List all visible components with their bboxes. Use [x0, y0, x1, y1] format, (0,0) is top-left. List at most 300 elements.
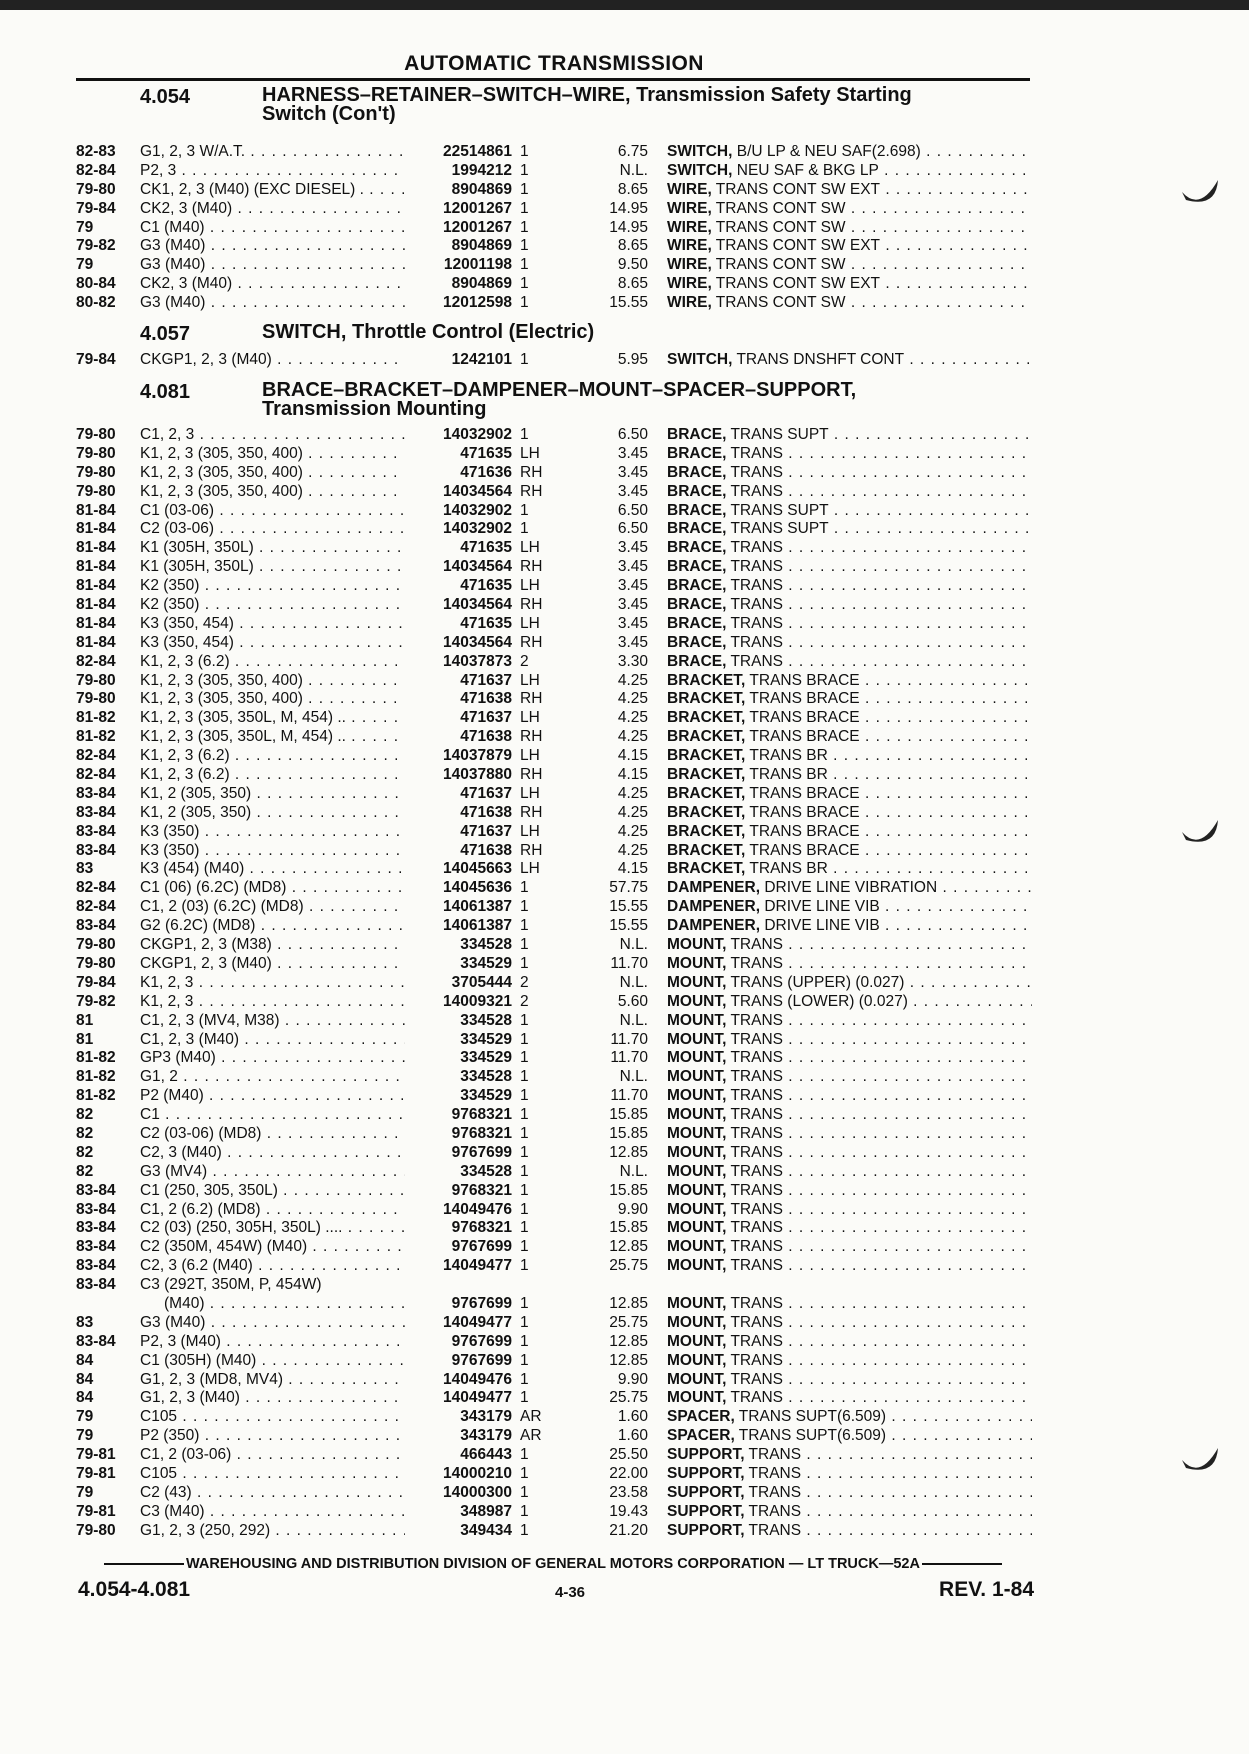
price: 6.50: [617, 501, 648, 519]
description-detail: TRANS BR: [745, 747, 828, 765]
model-application: G2 (6.2C) (MD8) . . .: [140, 917, 408, 936]
part-number: 12001267: [405, 219, 512, 238]
year-range: 84: [76, 1370, 94, 1388]
price: 3.45: [617, 463, 648, 481]
price: 4.25: [617, 841, 648, 859]
description: [667, 804, 1032, 823]
model-application: CKGP1, 2, 3 (M38) . . .: [140, 936, 408, 955]
description-noun: BRACKET,: [667, 841, 746, 859]
table-row: [0, 1371, 1249, 1390]
quantity: AR: [520, 1408, 542, 1426]
quantity: 1: [520, 879, 529, 897]
year-range: 81-82: [76, 1049, 116, 1067]
price: 1.60: [617, 1408, 648, 1426]
description: [667, 1427, 1032, 1446]
price: 11.70: [610, 1049, 648, 1067]
description-noun: BRACE,: [667, 463, 727, 481]
quantity: LH: [520, 784, 540, 802]
part-number: 14034564: [405, 634, 512, 653]
price: 4.25: [617, 690, 648, 708]
table-row: [0, 464, 1249, 483]
top-edge-bar: [0, 0, 1249, 10]
description-noun: BRACE,: [667, 614, 727, 632]
description: [667, 1446, 1032, 1465]
year-range: 79-80: [76, 936, 116, 954]
page-title: AUTOMATIC TRANSMISSION: [404, 52, 704, 75]
model-application: C1, 2, 3 (M40) . . .: [140, 1031, 408, 1050]
description-detail: TRANS BRACE: [745, 690, 860, 708]
price: 3.45: [617, 558, 648, 576]
punch-hole-icon: [1180, 818, 1220, 850]
model-application: G3 (M40) . . .: [140, 1314, 408, 1333]
description: [667, 690, 1032, 709]
description: [667, 1125, 1032, 1144]
description: [667, 464, 1032, 483]
price: 3.45: [617, 633, 648, 651]
part-number: 349434: [405, 1522, 512, 1541]
description: [667, 1238, 1032, 1257]
year-range: 82: [76, 1106, 94, 1124]
description-detail: TRANS BR: [745, 766, 828, 784]
description-detail: TRANS: [744, 1521, 802, 1539]
description-detail: TRANS BRACE: [745, 671, 860, 689]
description: [667, 1201, 1032, 1220]
footer-rule-left: [104, 1563, 184, 1565]
table-row: [0, 842, 1249, 861]
description-noun: MOUNT,: [667, 954, 727, 972]
year-range: 83-84: [76, 822, 116, 840]
price: 12.85: [609, 1332, 648, 1350]
part-number: 334528: [405, 1012, 512, 1031]
description-noun: BRACE,: [667, 444, 727, 462]
year-range: 81-82: [76, 709, 116, 727]
table-row: [0, 1314, 1249, 1333]
quantity: 1: [520, 1521, 529, 1539]
table-row: [0, 162, 1249, 181]
price: 3.45: [617, 577, 648, 595]
model-application: K1, 2, 3 (6.2) . . .: [140, 766, 408, 785]
year-range: 79-84: [76, 351, 116, 368]
section-title: [262, 86, 1022, 124]
quantity: 1: [520, 1030, 529, 1048]
description: [667, 577, 1032, 596]
description: [667, 672, 1032, 691]
price: 11.70: [610, 954, 648, 972]
description: [667, 502, 1032, 521]
quantity: 2: [520, 992, 529, 1010]
price: 6.50: [617, 520, 648, 538]
description-noun: BRACE,: [667, 633, 727, 651]
year-range: 83-84: [76, 1200, 116, 1218]
description-detail: TRANS BRACE: [745, 822, 860, 840]
year-range: 81-84: [76, 501, 116, 519]
description-noun: WIRE,: [667, 237, 712, 255]
price: 1.60: [617, 1427, 648, 1445]
part-number: 471635: [405, 445, 512, 464]
price: 4.25: [617, 671, 648, 689]
part-number: 334529: [405, 1049, 512, 1068]
year-range: 82-84: [76, 879, 116, 897]
model-application: C1, 2 (03) (6.2C) (MD8) . . .: [140, 898, 408, 917]
year-range: 83-84: [76, 803, 116, 821]
model-application: C3 (292T, 350M, P, 454W): [140, 1276, 322, 1294]
year-range: 83: [76, 1313, 94, 1331]
header-rule: [76, 78, 1030, 81]
quantity: 1: [520, 936, 529, 954]
description-detail: TRANS SUPT: [726, 520, 829, 538]
year-range: 81-84: [76, 633, 116, 651]
description: [667, 1219, 1032, 1238]
table-row: [0, 1068, 1249, 1087]
part-number: 466443: [405, 1446, 512, 1465]
price: 3.45: [617, 482, 648, 500]
table-row: [0, 1201, 1249, 1220]
section-title-line2: Transmission Mounting: [262, 398, 487, 420]
price: 15.85: [609, 1106, 648, 1124]
description-detail: DRIVE LINE VIBRATION: [760, 879, 938, 897]
table-row: [0, 1125, 1249, 1144]
description-noun: MOUNT,: [667, 1313, 727, 1331]
quantity: RH: [520, 482, 543, 500]
quantity: 1: [520, 1087, 529, 1105]
description-detail: NEU SAF & BKG LP: [732, 161, 879, 179]
model-application: K3 (350, 454) . . .: [140, 634, 408, 653]
year-range: 79-81: [76, 1502, 116, 1520]
year-range: 82-84: [76, 747, 116, 765]
table-row: [0, 974, 1249, 993]
table-row: [0, 1144, 1249, 1163]
table-row: [0, 653, 1249, 672]
description-noun: MOUNT,: [667, 1332, 727, 1350]
description-noun: MOUNT,: [667, 1011, 727, 1029]
year-range: 84: [76, 1389, 94, 1407]
year-range: 79-82: [76, 237, 116, 255]
quantity: 1: [520, 1181, 529, 1199]
table-row: [0, 596, 1249, 615]
year-range: 79-80: [76, 690, 116, 708]
description-detail: TRANS CONT SW: [711, 218, 846, 236]
price: 25.75: [609, 1389, 648, 1407]
description: [667, 162, 1032, 181]
description: [667, 1012, 1032, 1031]
quantity: RH: [520, 690, 543, 708]
year-range: 81-84: [76, 596, 116, 614]
quantity: 1: [520, 1446, 529, 1464]
price: 8.65: [617, 275, 648, 293]
model-application: K1, 2, 3 (305, 350, 400) . . .: [140, 672, 408, 691]
table-row: [0, 1276, 1249, 1295]
table-row: [0, 577, 1249, 596]
quantity: LH: [520, 577, 540, 595]
section-title-main: HARNESS–RETAINER–SWITCH–WIRE,: [262, 84, 631, 106]
quantity: 1: [520, 1219, 529, 1237]
model-application: C1 (03-06) . . .: [140, 502, 408, 521]
table-row: [0, 181, 1249, 200]
description: [667, 1031, 1032, 1050]
quantity: 1: [520, 1370, 529, 1388]
description-detail: TRANS BRACE: [745, 709, 860, 727]
quantity: 1: [520, 426, 529, 443]
description-detail: TRANS: [726, 1313, 783, 1331]
model-application: K2 (350) . . .: [140, 596, 408, 615]
description-detail: TRANS CONT SW: [711, 294, 846, 312]
part-number: 334529: [405, 955, 512, 974]
part-number: 8904869: [405, 181, 512, 200]
description-detail: TRANS: [726, 1124, 783, 1142]
description: [667, 237, 1032, 256]
price: 12.85: [609, 1143, 648, 1161]
description-detail: TRANS SUPT: [726, 501, 829, 519]
table-row: [0, 502, 1249, 521]
description-noun: DAMPENER,: [667, 917, 761, 935]
description-detail: TRANS SUPT(6.509): [734, 1427, 887, 1445]
parts-table-4057: [0, 351, 1249, 370]
description-noun: MOUNT,: [667, 1294, 727, 1312]
price: 19.43: [609, 1502, 648, 1520]
model-application: C1 (250, 305, 350L) . . .: [140, 1182, 408, 1201]
model-application: C2 (03-06) . . .: [140, 520, 408, 539]
description: [667, 993, 1032, 1012]
description-noun: MOUNT,: [667, 1143, 727, 1161]
model-application: K3 (350, 454) . . .: [140, 615, 408, 634]
part-number: 9768321: [405, 1106, 512, 1125]
description-detail: TRANS: [726, 539, 783, 557]
part-number: 12001267: [405, 200, 512, 219]
table-row: [0, 1012, 1249, 1031]
price: 25.75: [609, 1257, 648, 1275]
price: 15.85: [609, 1219, 648, 1237]
table-row: [0, 1163, 1249, 1182]
description-detail: TRANS: [726, 463, 783, 481]
description: [667, 520, 1032, 539]
description-noun: MOUNT,: [667, 1087, 727, 1105]
quantity: 1: [520, 1011, 529, 1029]
quantity: LH: [520, 747, 540, 765]
year-range: 82: [76, 1162, 94, 1180]
year-range: 81-84: [76, 577, 116, 595]
description-noun: BRACE,: [667, 558, 727, 576]
description-detail: TRANS: [726, 1294, 783, 1312]
part-number: 348987: [405, 1503, 512, 1522]
section-number: 4.054: [140, 86, 191, 108]
year-range: 79-80: [76, 180, 116, 198]
description-noun: WIRE,: [667, 275, 712, 293]
price: N.L.: [619, 1068, 648, 1086]
table-row: [0, 558, 1249, 577]
description: [667, 1465, 1032, 1484]
description-detail: TRANS: [726, 558, 783, 576]
model-application: GP3 (M40) . . .: [140, 1049, 408, 1068]
table-row: [0, 1182, 1249, 1201]
description: [667, 860, 1032, 879]
quantity: 1: [520, 1483, 529, 1501]
model-application: C3 (M40) . . .: [140, 1503, 408, 1522]
section-title-main: BRACE–BRACKET–DAMPENER–MOUNT–SPACER–SUPPORT,: [262, 379, 857, 401]
description: [667, 709, 1032, 728]
part-number: 14049476: [405, 1371, 512, 1390]
description-noun: MOUNT,: [667, 1162, 727, 1180]
description-noun: WIRE,: [667, 294, 712, 312]
part-number: 14034564: [405, 596, 512, 615]
table-row: [0, 520, 1249, 539]
description-noun: SUPPORT,: [667, 1521, 745, 1539]
year-range: 81-82: [76, 1087, 116, 1105]
description-noun: MOUNT,: [667, 1068, 727, 1086]
quantity: 1: [520, 501, 529, 519]
part-number: 8904869: [405, 275, 512, 294]
price: 9.90: [617, 1370, 648, 1388]
price: 14.95: [609, 199, 648, 217]
table-row: [0, 1522, 1249, 1541]
year-range: 83-84: [76, 784, 116, 802]
price: 15.55: [609, 898, 648, 916]
part-number: 14034564: [405, 483, 512, 502]
description-noun: MOUNT,: [667, 1257, 727, 1275]
part-number: 1242101: [405, 351, 512, 370]
table-row: [0, 1031, 1249, 1050]
part-number: 471638: [405, 690, 512, 709]
price: N.L.: [619, 161, 648, 179]
year-range: 81-84: [76, 558, 116, 576]
table-row: [0, 936, 1249, 955]
description-noun: BRACE,: [667, 596, 727, 614]
quantity: 1: [520, 1238, 529, 1256]
part-number: 14032902: [405, 502, 512, 521]
model-application: C105 . . .: [140, 1465, 408, 1484]
description-noun: SWITCH,: [667, 161, 733, 179]
description-detail: TRANS: [726, 1389, 783, 1407]
quantity: RH: [520, 766, 543, 784]
model-application: K1, 2, 3 (305, 350, 400) . . .: [140, 690, 408, 709]
quantity: 1: [520, 917, 529, 935]
model-application: (M40) . . .: [164, 1295, 408, 1314]
quantity: 1: [520, 143, 529, 160]
price: 15.85: [609, 1181, 648, 1199]
quantity: 1: [520, 237, 529, 255]
description-noun: SPACER,: [667, 1408, 735, 1426]
quantity: 1: [520, 1389, 529, 1407]
part-number: 9767699: [405, 1144, 512, 1163]
price: 15.55: [609, 917, 648, 935]
model-application: CK2, 3 (M40) . . .: [140, 275, 408, 294]
price: 4.15: [617, 747, 648, 765]
description-noun: BRACE,: [667, 577, 727, 595]
description-noun: MOUNT,: [667, 1124, 727, 1142]
part-number: 14045636: [405, 879, 512, 898]
table-row: [0, 672, 1249, 691]
description: [667, 879, 1032, 898]
description: [667, 747, 1032, 766]
description-noun: SUPPORT,: [667, 1502, 745, 1520]
part-number: 471638: [405, 728, 512, 747]
part-number: 14000300: [405, 1484, 512, 1503]
model-application: K1, 2, 3 (6.2) . . .: [140, 653, 408, 672]
model-application: K2 (350) . . .: [140, 577, 408, 596]
model-application: K3 (350) . . .: [140, 823, 408, 842]
description: [667, 1068, 1032, 1087]
model-application: C1 (305H) (M40) . . .: [140, 1352, 408, 1371]
description: [667, 181, 1032, 200]
price: 5.95: [617, 351, 648, 368]
description-detail: TRANS: [726, 1181, 783, 1199]
description: [667, 1522, 1032, 1541]
quantity: 1: [520, 898, 529, 916]
model-application: C2, 3 (6.2 (M40) . . .: [140, 1257, 408, 1276]
model-application: C2 (43) . . .: [140, 1484, 408, 1503]
quantity: RH: [520, 558, 543, 576]
price: 11.70: [610, 1030, 648, 1048]
description-noun: WIRE,: [667, 256, 712, 274]
description: [667, 1484, 1032, 1503]
quantity: LH: [520, 614, 540, 632]
section-title: SWITCH, Throttle Control (Electric): [262, 321, 595, 343]
quantity: 1: [520, 1068, 529, 1086]
part-number: 14009321: [405, 993, 512, 1012]
model-application: C1 (06) (6.2C) (MD8) . . .: [140, 879, 408, 898]
table-row: [0, 898, 1249, 917]
description-detail: TRANS DNSHFT CONT: [732, 351, 905, 368]
description-noun: BRACE,: [667, 426, 727, 443]
table-row: [0, 634, 1249, 653]
description-detail: TRANS: [726, 1011, 783, 1029]
description-detail: TRANS: [726, 596, 783, 614]
description-noun: MOUNT,: [667, 1049, 727, 1067]
footer-page-number: 4-36: [554, 1584, 586, 1601]
price: N.L.: [619, 936, 648, 954]
model-application: CK1, 2, 3 (M40) (EXC DIESEL) . . . .: [140, 181, 408, 200]
description-detail: TRANS CONT SW EXT: [711, 237, 881, 255]
table-row: [0, 879, 1249, 898]
quantity: LH: [520, 671, 540, 689]
part-number: 12001198: [405, 256, 512, 275]
model-application: C1, 2 (03-06) . . .: [140, 1446, 408, 1465]
description-detail: TRANS: [726, 1049, 783, 1067]
year-range: 83-84: [76, 917, 116, 935]
description: [667, 200, 1032, 219]
description-detail: TRANS: [726, 633, 783, 651]
description-detail: TRANS BRACE: [745, 784, 860, 802]
price: 25.75: [609, 1313, 648, 1331]
model-application: K3 (454) (M40) . . .: [140, 860, 408, 879]
description: [667, 1163, 1032, 1182]
price: 25.50: [609, 1446, 648, 1464]
quantity: 1: [520, 351, 529, 368]
description: [667, 615, 1032, 634]
footer-section-range: 4.054-4.081: [78, 1578, 191, 1601]
description-noun: MOUNT,: [667, 936, 727, 954]
year-range: 82: [76, 1143, 94, 1161]
footer-revision: REV. 1-84: [939, 1578, 1034, 1601]
part-number: 9768321: [405, 1219, 512, 1238]
description-detail: TRANS BRACE: [745, 728, 860, 746]
part-number: 471635: [405, 539, 512, 558]
model-application: K1, 2, 3 (6.2) . . .: [140, 747, 408, 766]
table-row: [0, 1503, 1249, 1522]
description: [667, 483, 1032, 502]
description-noun: MOUNT,: [667, 1181, 727, 1199]
description: [667, 1295, 1032, 1314]
description: [667, 256, 1032, 275]
description-noun: BRACKET,: [667, 747, 746, 765]
table-row: [0, 1446, 1249, 1465]
table-row: [0, 1427, 1249, 1446]
quantity: 1: [520, 161, 529, 179]
description-noun: MOUNT,: [667, 973, 727, 991]
quantity: 1: [520, 294, 529, 312]
table-row: [0, 256, 1249, 275]
quantity: 1: [520, 1049, 529, 1067]
description-noun: BRACKET,: [667, 822, 746, 840]
